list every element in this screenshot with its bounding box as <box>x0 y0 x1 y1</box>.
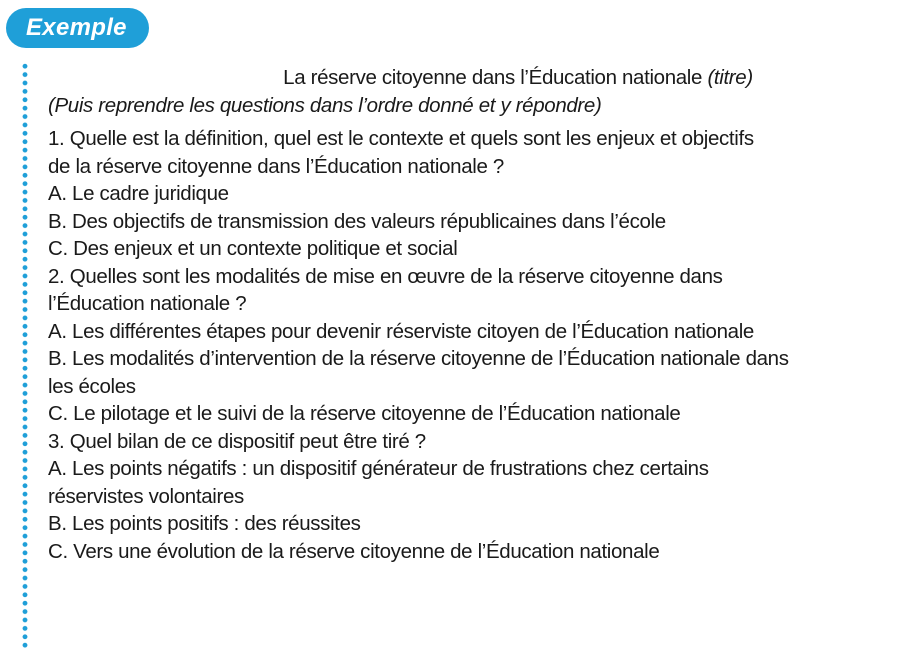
document-title-text: La réserve citoyenne dans l’Éducation nationale <box>283 66 703 89</box>
document-title-note: (titre) <box>707 66 753 89</box>
instruction-note: (Puis reprendre les questions dans l’ordre donné et y répondre) <box>48 93 602 117</box>
outline-line: B. Des objectifs de transmission des valeurs républicaines dans l’école <box>48 209 666 233</box>
outline-line: A. Les différentes étapes pour devenir réserviste citoyen de l’Éducation nationale <box>48 319 754 343</box>
outline-line: C. Des enjeux et un contexte politique et social <box>48 237 458 260</box>
outline-line: A. Le cadre juridique <box>48 182 229 205</box>
outline-line: C. Vers une évolution de la réserve citoyenne de l’Éducation nationale <box>48 539 660 563</box>
example-content <box>48 64 898 565</box>
outline-line: les écoles <box>48 374 136 398</box>
outline-line: l’Éducation nationale ? <box>48 292 247 315</box>
dotted-margin-line <box>22 62 28 650</box>
outline-line: A. Les points négatifs : un dispositif générateur de frustrations chez certains <box>48 457 709 480</box>
outline-line: de la réserve citoyenne dans l’Éducation nationale ? <box>48 154 504 178</box>
outline-line: 2. Quelles sont les modalités de mise en œuvre de la réserve citoyenne dans <box>48 264 723 288</box>
example-badge <box>6 8 149 48</box>
outline-line: C. Le pilotage et le suivi de la réserve citoyenne de l’Éducation nationale <box>48 402 681 425</box>
outline-line: 1. Quelle est la définition, quel est le contexte et quels sont les enjeux et objectifs <box>48 127 754 150</box>
example-badge-label: Exemple <box>26 14 127 41</box>
outline-line: réservistes volontaires <box>48 484 244 508</box>
outline-line: 3. Quel bilan de ce dispositif peut être tiré ? <box>48 429 426 453</box>
outline-line: B. Les modalités d’intervention de la réserve citoyenne de l’Éducation nationale dans <box>48 347 789 370</box>
document-title <box>48 64 898 92</box>
outline-line: B. Les points positifs : des réussites <box>48 512 361 535</box>
